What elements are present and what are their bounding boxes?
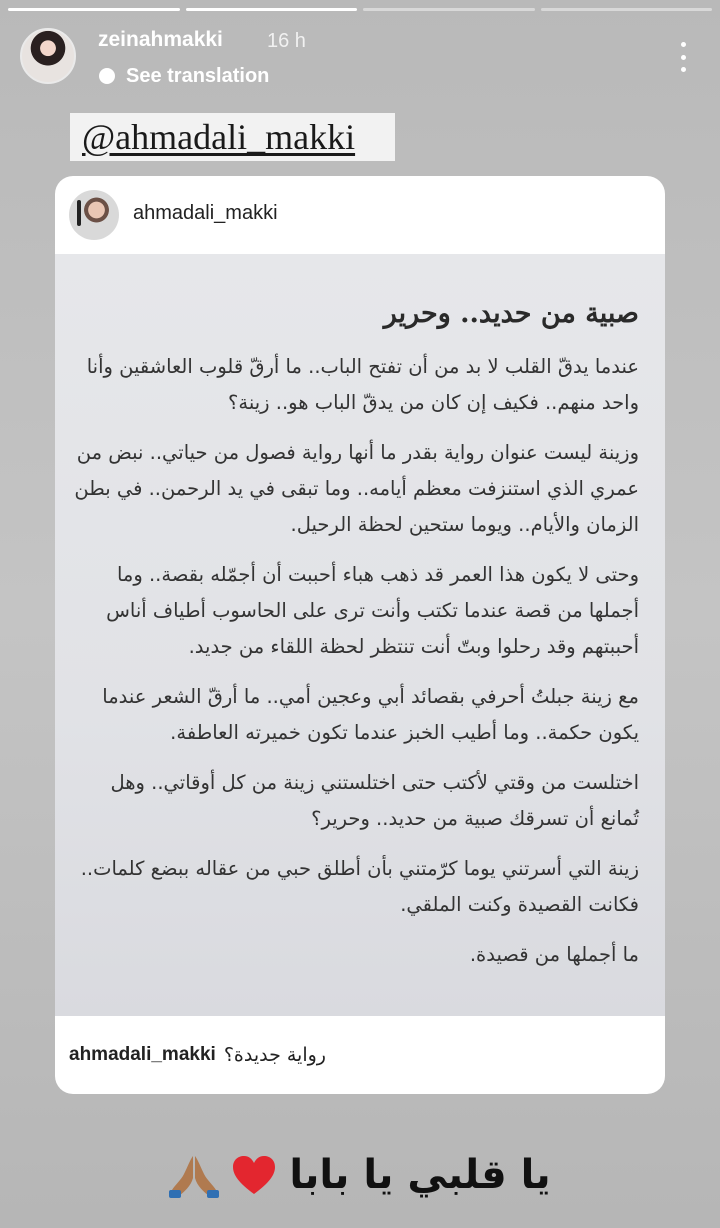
heart-icon — [231, 1154, 277, 1196]
post-image — [55, 254, 665, 1016]
mention-sticker[interactable] — [70, 113, 395, 161]
progress-segment-2 — [186, 8, 358, 11]
folded-hands-icon — [169, 1152, 219, 1198]
avatar[interactable] — [20, 28, 76, 84]
story-progress — [8, 8, 712, 12]
progress-segment-4 — [541, 8, 713, 11]
post-paragraph: وحتى لا يكون هذا العمر قد ذهب هباء أحببت أن أجمّله بقصة.. وما أجملها من قصة عندما تكتب وأنت ترى على الحاسوب أطياف أناس أحببتهم وقد رحلوا وبتّ أنت تنتظر لحظة اللقاء من جديد. — [106, 563, 639, 658]
translate-icon — [98, 67, 116, 85]
caption-text: رواية جديدة؟ — [223, 1044, 326, 1066]
post-paragraph: اختلست من وقتي لأكتب حتى اختلستني زينة من كل أوقاتي.. وهل تُمانع أن تسرقك صبية من حديد.. وحرير؟ — [110, 771, 639, 830]
story-time: 16 h — [267, 30, 306, 52]
shared-post-card[interactable] — [55, 176, 665, 1094]
caption-username[interactable]: ahmadali_makki — [69, 1044, 216, 1065]
post-paragraph: ما أجملها من قصيدة. — [469, 943, 639, 966]
post-image-title: صبية من حديد.. وحرير — [383, 298, 639, 329]
story-username[interactable]: zeinahmakki — [98, 28, 223, 51]
progress-segment-1 — [8, 8, 180, 11]
post-paragraph: وزينة ليست عنوان رواية بقدر ما أنها رواية فصول من حياتي.. نبض من عمري الذي استنزفت معظم أيامه.. وما تبقى في يد الرحمن.. في بطن الزمان والأيام.. ويوما ستحين لحظة الرحيل. — [74, 441, 639, 536]
mention-text: @ahmadali_makki — [82, 117, 356, 157]
post-paragraph: عندما يدقّ القلب لا بد من أن تفتح الباب.. ما أرقّ قلوب العاشقين وأنا واحد منهم.. فكيف إن كان من يدقّ الباب هو.. زينة؟ — [86, 355, 639, 414]
post-paragraph: مع زينة جبلتُ أحرفي بقصائد أبي وعجين أمي.. ما أرقّ الشعر عندما يكون حكمة.. وما أطيب الخبز عندما تكون خميرته العاطفة. — [102, 685, 639, 744]
story-caption — [0, 1140, 720, 1210]
see-translation-button[interactable] — [98, 62, 269, 90]
story-caption-text: يا قلبي يا بابا — [289, 1152, 551, 1198]
post-caption — [55, 1016, 665, 1094]
see-translation-label: See translation — [126, 64, 270, 87]
post-avatar[interactable] — [69, 190, 119, 240]
post-paragraph: زينة التي أسرتني يوما كرّمتني بأن أطلق حبي من عقاله ببضع كلمات.. فكانت القصيدة وكنت الملقي. — [80, 857, 639, 916]
progress-segment-3 — [363, 8, 535, 11]
more-options-icon[interactable] — [674, 42, 692, 72]
post-header — [55, 176, 665, 254]
post-username[interactable]: ahmadali_makki — [133, 202, 278, 224]
story-header — [20, 26, 700, 90]
